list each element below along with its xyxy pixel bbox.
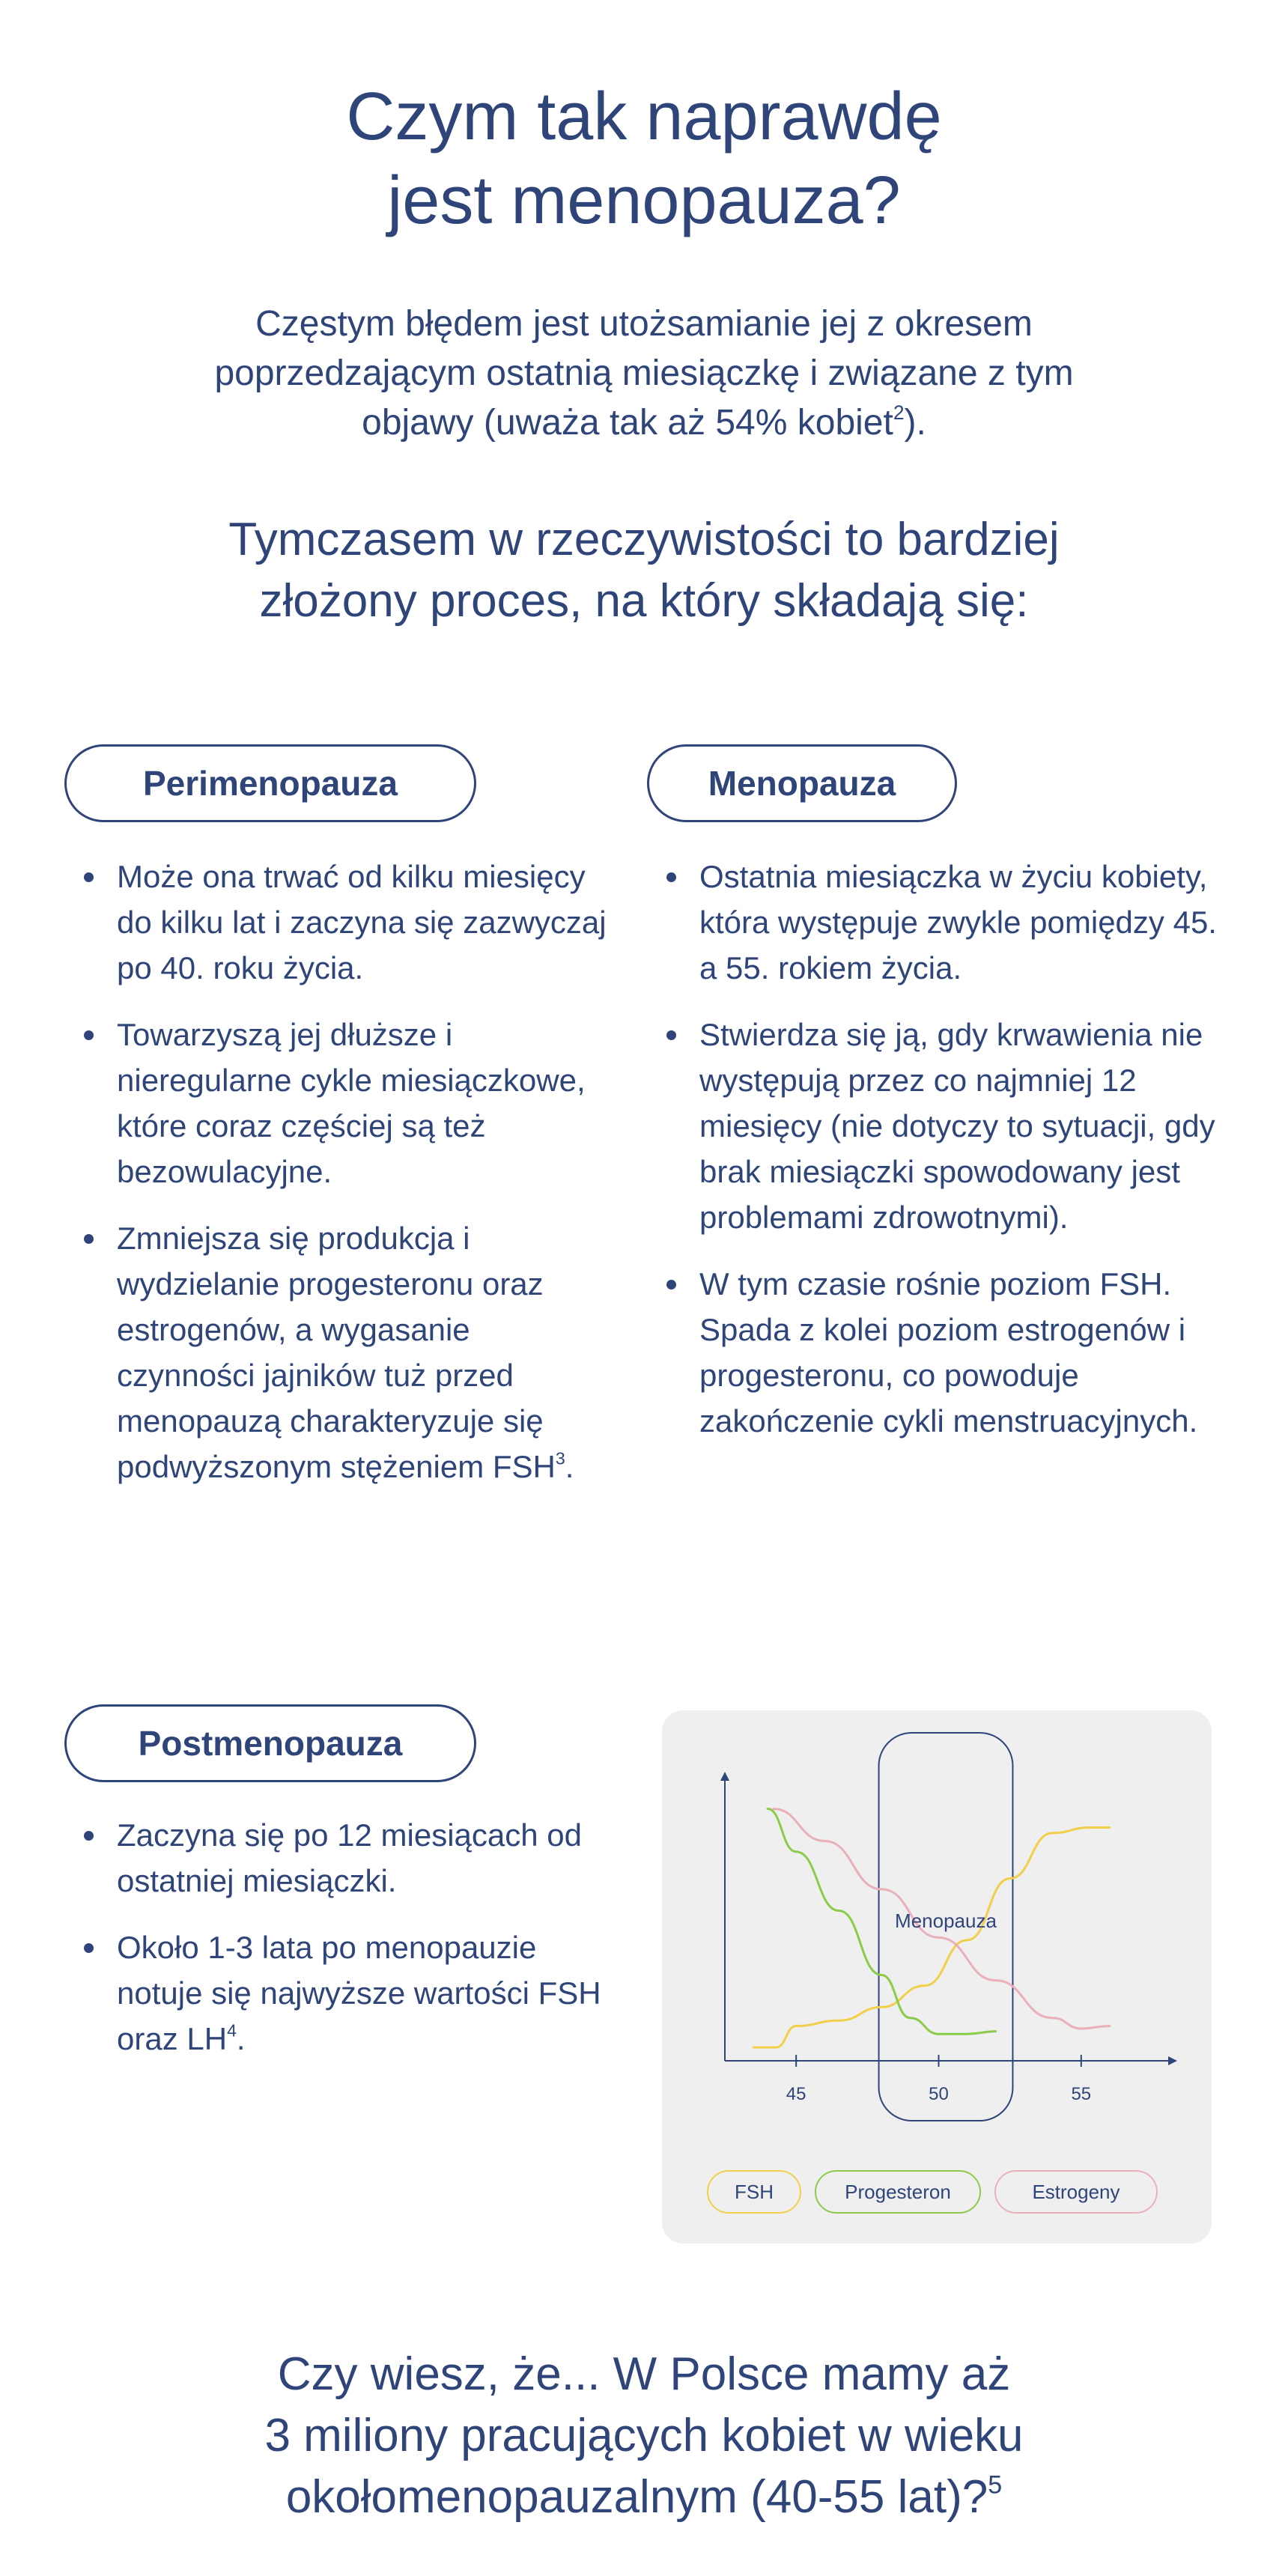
outro-line-1: Czy wiesz, że... W Polsce mamy aż <box>277 2348 1011 2400</box>
outro-line-3-text: okołomenopauzalnym (40-55 lat)? <box>285 2471 988 2523</box>
footnote-ref-4: 4 <box>227 2020 237 2041</box>
postmenopause-item-2-text: Około 1-3 lata po menopauzie notuje się najwyższe wartości FSH oraz LH <box>117 1930 601 2056</box>
y-axis-arrow <box>720 1772 729 1781</box>
did-you-know <box>120 2344 1168 2528</box>
menopause-item-2: Stwierdza się ją, gdy krwawienia nie występują przez co najmniej 12 miesięcy (nie dotyczy to sytuacji, gdy brak miesiączki spowodowany jest problemami zdrowotnymi). <box>647 1012 1224 1240</box>
postmenopause-heading: Postmenopauza <box>64 1704 476 1782</box>
perimenopause-item-1: Może ona trwać od kilku miesięcy do kilku lat i zaczyna się zazwyczaj po 40. roku życia. <box>64 854 611 991</box>
x-tick-label-50: 50 <box>929 2084 949 2104</box>
legend-item-fsh: FSH <box>707 2170 801 2214</box>
menopause-list <box>647 854 1224 1465</box>
footnote-ref-3: 3 <box>555 1448 565 1468</box>
lead-heading <box>120 509 1168 632</box>
menopause-item-1: Ostatnia miesiączka w życiu kobiety, która występuje zwykle pomiędzy 45. a 55. rokiem życia. <box>647 854 1224 991</box>
x-tick-label-55: 55 <box>1071 2084 1092 2104</box>
lead-line-1: Tymczasem w rzeczywistości to bardziej <box>228 514 1060 565</box>
x-axis-arrow <box>1168 2056 1177 2065</box>
postmenopause-item-2-end: . <box>236 2021 246 2056</box>
perimenopause-item-3-text: Zmniejsza się produkcja i wydzielanie progesteronu oraz estrogenów, a wygasanie czynności jajników tuż przed menopauzą charakteryzuje się podwyższonym stężeniem FSH <box>117 1221 556 1484</box>
chart-legend <box>707 2170 1186 2215</box>
hormone-chart <box>662 1710 1212 2244</box>
perimenopause-heading: Perimenopauza <box>64 744 476 822</box>
legend-item-progesteron: Progesteron <box>815 2170 981 2214</box>
intro-line-3-end: ). <box>904 403 926 443</box>
footnote-ref-2: 2 <box>893 401 905 425</box>
perimenopause-list <box>64 854 611 1510</box>
postmenopause-item-1: Zaczyna się po 12 miesiącach od ostatniej miesiączki. <box>64 1812 611 1904</box>
postmenopause-item-2 <box>64 1925 611 2062</box>
title-line-1: Czym tak naprawdę <box>346 79 942 154</box>
menopause-band-label: Menopauza <box>895 1910 997 1932</box>
perimenopause-item-3 <box>64 1215 611 1489</box>
intro-line-3-text: objawy (uważa tak aż 54% kobiet <box>362 403 893 443</box>
title-line-2: jest menopauza? <box>387 163 901 238</box>
hormone-chart-card <box>662 1710 1212 2244</box>
outro-line-3 <box>120 2467 1168 2528</box>
postmenopause-list <box>64 1812 611 2083</box>
lead-line-2: złożony proces, na który składają się: <box>259 575 1029 627</box>
menopause-item-3: W tym czasie rośnie poziom FSH. Spada z kolei poziom estrogenów i progesteronu, co powoduje zakończenie cykli menstruacyjnych. <box>647 1261 1224 1444</box>
outro-line-2: 3 miliony pracujących kobiet w wieku <box>264 2410 1024 2461</box>
x-tick-label-45: 45 <box>786 2084 806 2104</box>
intro-line-1: Częstym błędem jest utożsamianie jej z okresem <box>255 304 1033 344</box>
perimenopause-item-3-end: . <box>565 1449 574 1484</box>
intro-line-3 <box>120 398 1168 448</box>
intro-paragraph <box>120 300 1168 448</box>
menopause-heading: Menopauza <box>647 744 957 822</box>
footnote-ref-5: 5 <box>988 2470 1003 2500</box>
page-title <box>0 75 1288 243</box>
legend-item-estrogeny: Estrogeny <box>994 2170 1158 2214</box>
perimenopause-item-2: Towarzyszą jej dłuższe i nieregularne cykle miesiączkowe, które coraz częściej są też bezowulacyjne. <box>64 1012 611 1194</box>
intro-line-2: poprzedzającym ostatnią miesiączkę i związane z tym <box>214 353 1074 393</box>
